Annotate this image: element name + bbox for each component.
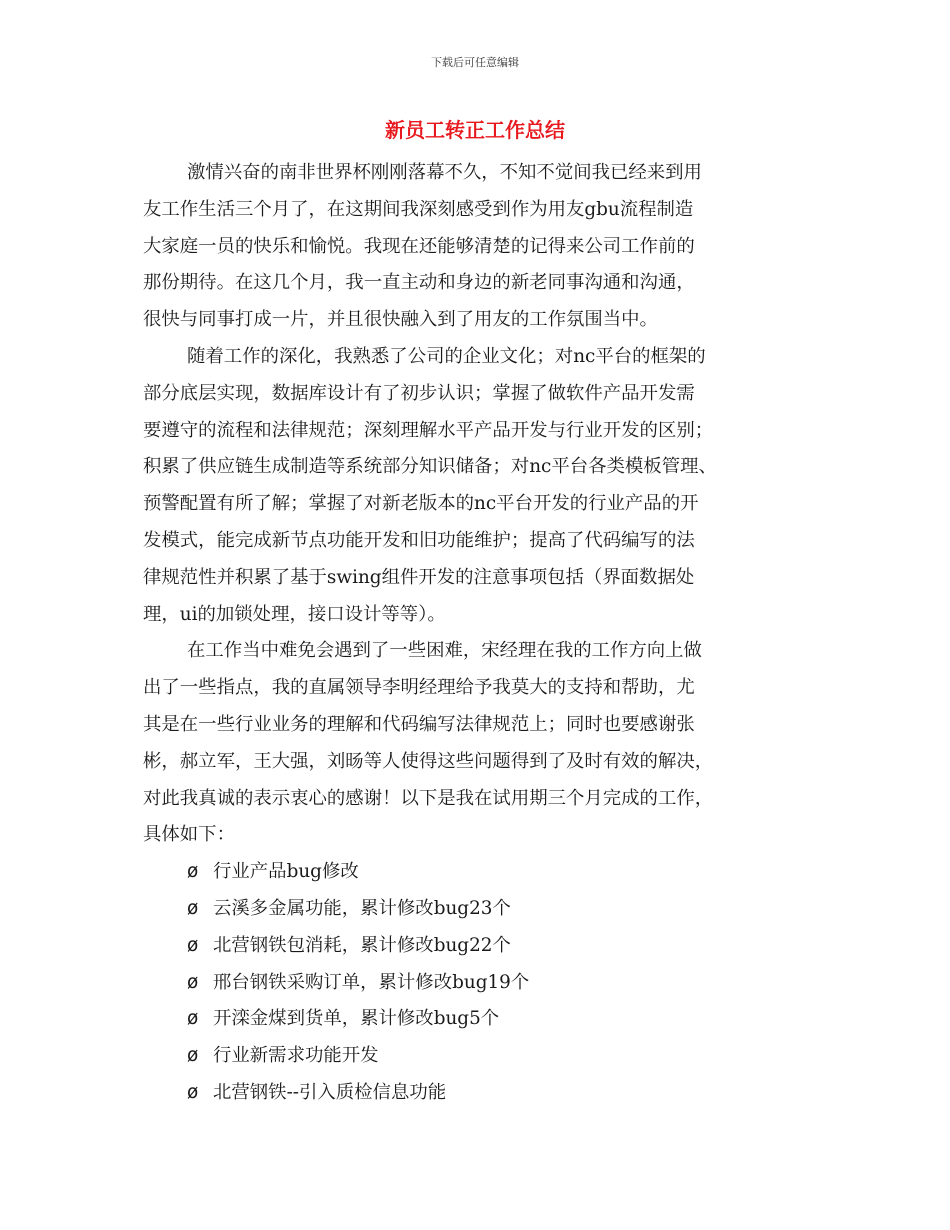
- list-item: [143, 928, 811, 965]
- text-line: 在工作当中难免会遇到了一些困难，宋经理在我的工作方向上做: [187, 640, 702, 662]
- page-header: 下载后可任意编辑: [431, 56, 519, 69]
- list-item-text: 行业产品bug修改: [213, 861, 359, 883]
- text-line: 大家庭一员的快乐和愉悦。我现在还能够清楚的记得来公司工作前的: [143, 235, 695, 257]
- text-line: 很快与同事打成一片，并且很快融入到了用友的工作氛围当中。: [143, 309, 658, 331]
- text-line: 理，ui的加锁处理，接口设计等等）。: [143, 603, 446, 625]
- text-line: 对此我真诚的表示衷心的感谢！以下是我在试用期三个月完成的工作，: [143, 787, 714, 809]
- bullet-list: [143, 854, 811, 1112]
- text-line: 友工作生活三个月了，在这期间我深刻感受到作为用友gbu流程制造: [143, 198, 694, 220]
- document-title: 新员工转正工作总结: [385, 118, 565, 142]
- paragraph-1: [143, 155, 811, 339]
- list-item-text: 开滦金煤到货单，累计修改bug5个: [213, 1008, 500, 1030]
- bullet-icon: ø: [187, 934, 199, 956]
- bullet-icon: ø: [187, 1081, 199, 1103]
- text-line: 预警配置有所了解；掌握了对新老版本的nc平台开发的行业产品的开: [143, 493, 699, 515]
- text-line: 彬，郝立军，王大强，刘旸等人使得这些问题得到了及时有效的解决，: [143, 750, 714, 772]
- paragraph-2: [143, 339, 811, 633]
- bullet-icon: ø: [187, 1008, 199, 1030]
- text-line: 律规范性并积累了基于swing组件开发的注意事项包括（界面数据处: [143, 566, 695, 588]
- text-line: 积累了供应链生成制造等系统部分知识储备；对nc平台各类模板管理、: [143, 456, 717, 478]
- paragraph-3: [143, 633, 811, 854]
- text-line: 出了一些指点，我的直属领导李明经理给予我莫大的支持和帮助，尤: [143, 677, 695, 699]
- document-body: [143, 155, 811, 1112]
- text-line: 那份期待。在这几个月，我一直主动和身边的新老同事沟通和沟通，: [143, 272, 695, 294]
- bullet-icon: ø: [187, 861, 199, 883]
- list-item: [143, 854, 811, 891]
- text-line: 要遵守的流程和法律规范；深刻理解水平产品开发与行业开发的区别；: [143, 419, 714, 441]
- text-line: 发模式，能完成新节点功能开发和旧功能维护；提高了代码编写的法: [143, 529, 695, 551]
- bullet-icon: ø: [187, 971, 199, 993]
- list-item: [143, 891, 811, 928]
- list-item-text: 云溪多金属功能，累计修改bug23个: [213, 897, 511, 919]
- bullet-icon: ø: [187, 1045, 199, 1067]
- text-line: 具体如下：: [143, 824, 235, 846]
- list-item-text: 北营钢铁--引入质检信息功能: [213, 1081, 447, 1103]
- bullet-icon: ø: [187, 897, 199, 919]
- list-item: [143, 965, 811, 1002]
- list-item-text: 北营钢铁包消耗，累计修改bug22个: [213, 934, 511, 956]
- list-item-text: 邢台钢铁采购订单，累计修改bug19个: [213, 971, 530, 993]
- text-line: 随着工作的深化，我熟悉了公司的企业文化；对nc平台的框架的: [187, 345, 706, 367]
- text-line: 部分底层实现，数据库设计有了初步认识；掌握了做软件产品开发需: [143, 382, 695, 404]
- text-line: 其是在一些行业业务的理解和代码编写法律规范上；同时也要感谢张: [143, 713, 695, 735]
- list-item-text: 行业新需求功能开发: [213, 1045, 379, 1067]
- list-item: [143, 1075, 811, 1112]
- list-item: [143, 1038, 811, 1075]
- list-item: [143, 1001, 811, 1038]
- text-line: 激情兴奋的南非世界杯刚刚落幕不久，不知不觉间我已经来到用: [187, 162, 702, 183]
